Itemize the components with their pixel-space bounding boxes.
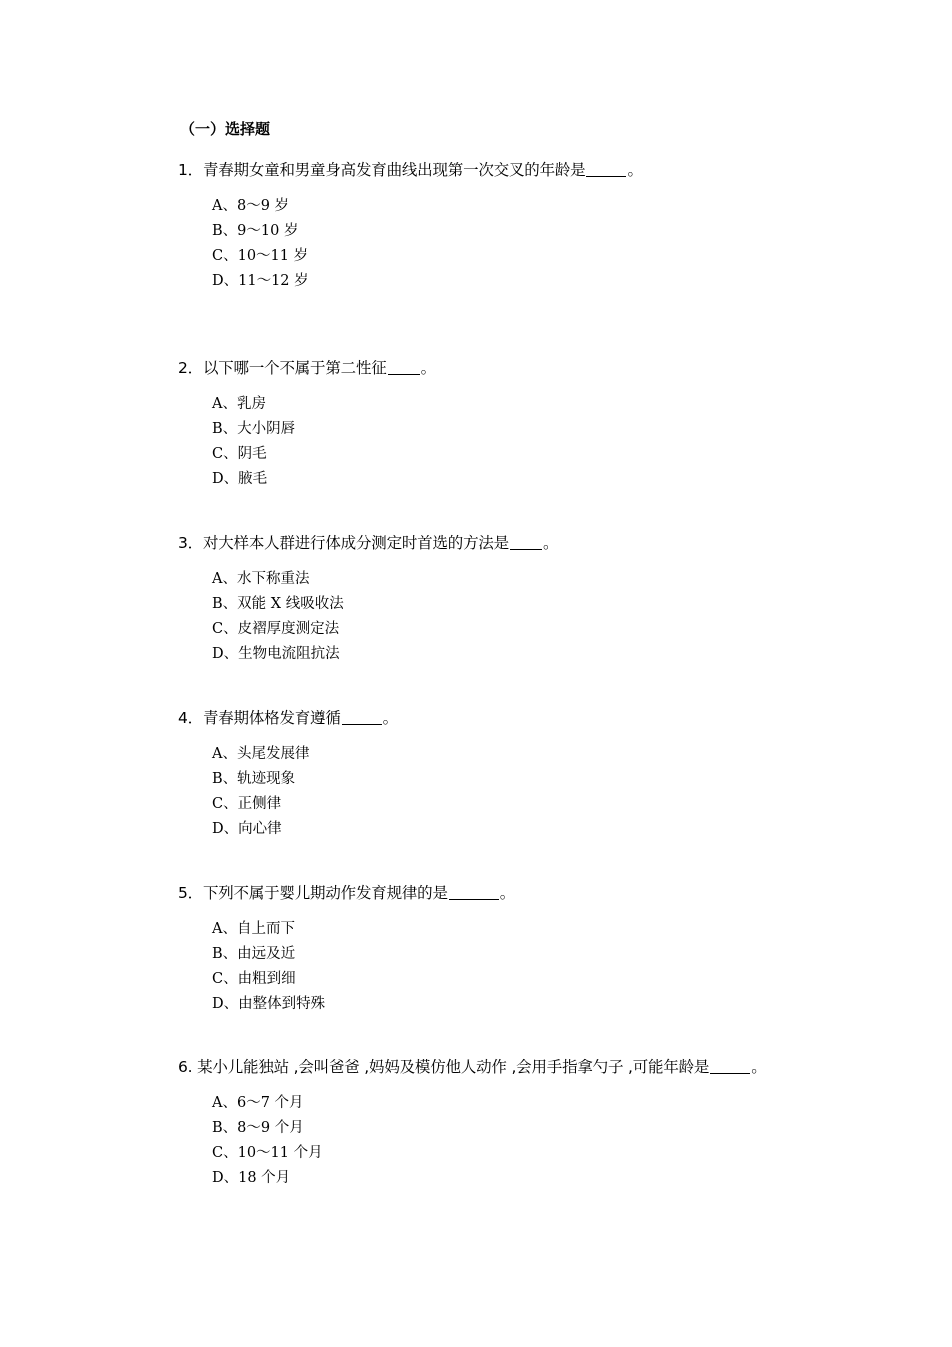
option-a: A、水下称重法 xyxy=(212,571,310,587)
option-b: B、双能 X 线吸收法 xyxy=(212,596,344,612)
question-stem: 6. 某小儿能独站 ,会叫爸爸 ,妈妈及模仿他人动作 ,会用手指拿勺子 ,可能年龄是 xyxy=(178,1058,710,1076)
question-text xyxy=(178,531,558,553)
question-stem: 2．以下哪一个不属于第二性征 xyxy=(178,359,387,377)
question-end: 。 xyxy=(499,884,516,902)
answer-blank xyxy=(342,723,382,725)
option-b: B、由远及近 xyxy=(212,946,296,962)
question-text xyxy=(178,158,643,180)
option-b: B、轨迹现象 xyxy=(212,771,296,787)
option-list xyxy=(212,392,295,492)
option-b: B、9～10 岁 xyxy=(212,223,299,239)
option-list xyxy=(212,917,325,1017)
question-text xyxy=(178,706,398,728)
option-a: A、乳房 xyxy=(212,396,266,412)
question-end: 。 xyxy=(751,1058,767,1076)
option-a: A、6～7 个月 xyxy=(212,1095,304,1111)
option-d: D、向心律 xyxy=(212,821,282,837)
question-end: 。 xyxy=(382,709,398,727)
question-text xyxy=(178,881,515,903)
question-text xyxy=(178,1055,767,1077)
question-stem: 5．下列不属于婴儿期动作发育规律的是 xyxy=(178,884,448,902)
option-b: B、8～9 个月 xyxy=(212,1120,304,1136)
question-stem: 1．青春期女童和男童身高发育曲线出现第一次交叉的年龄是 xyxy=(178,161,586,179)
option-d: D、生物电流阻抗法 xyxy=(212,646,340,662)
option-list xyxy=(212,1091,323,1191)
option-list xyxy=(212,194,309,294)
option-c: C、阴毛 xyxy=(212,446,267,462)
question-stem: 4．青春期体格发育遵循 xyxy=(178,709,341,727)
answer-blank xyxy=(586,175,626,177)
question-end: 。 xyxy=(627,161,643,179)
option-d: D、11～12 岁 xyxy=(212,273,309,289)
option-c: C、10～11 岁 xyxy=(212,248,309,264)
option-c: C、皮褶厚度测定法 xyxy=(212,621,340,637)
question-text xyxy=(178,356,436,378)
option-d: D、腋毛 xyxy=(212,471,268,487)
option-d: D、18 个月 xyxy=(212,1170,291,1186)
question-end: 。 xyxy=(542,534,559,552)
option-list xyxy=(212,742,309,842)
option-a: A、8～9 岁 xyxy=(212,198,290,214)
answer-blank xyxy=(388,373,420,375)
answer-blank xyxy=(710,1072,750,1074)
answer-blank xyxy=(510,548,542,550)
option-c: C、10～11 个月 xyxy=(212,1145,323,1161)
option-c: C、正侧律 xyxy=(212,796,282,812)
option-a: A、头尾发展律 xyxy=(212,746,310,762)
option-a: A、自上而下 xyxy=(212,921,295,937)
question-end: 。 xyxy=(420,359,436,377)
option-list xyxy=(212,567,344,667)
answer-blank xyxy=(449,898,499,900)
section-title: （一）选择题 xyxy=(180,120,271,138)
option-d: D、由整体到特殊 xyxy=(212,996,326,1012)
option-c: C、由粗到细 xyxy=(212,971,296,987)
option-b: B、大小阴唇 xyxy=(212,421,296,437)
question-stem: 3．对大样本人群进行体成分测定时首选的方法是 xyxy=(178,534,509,552)
